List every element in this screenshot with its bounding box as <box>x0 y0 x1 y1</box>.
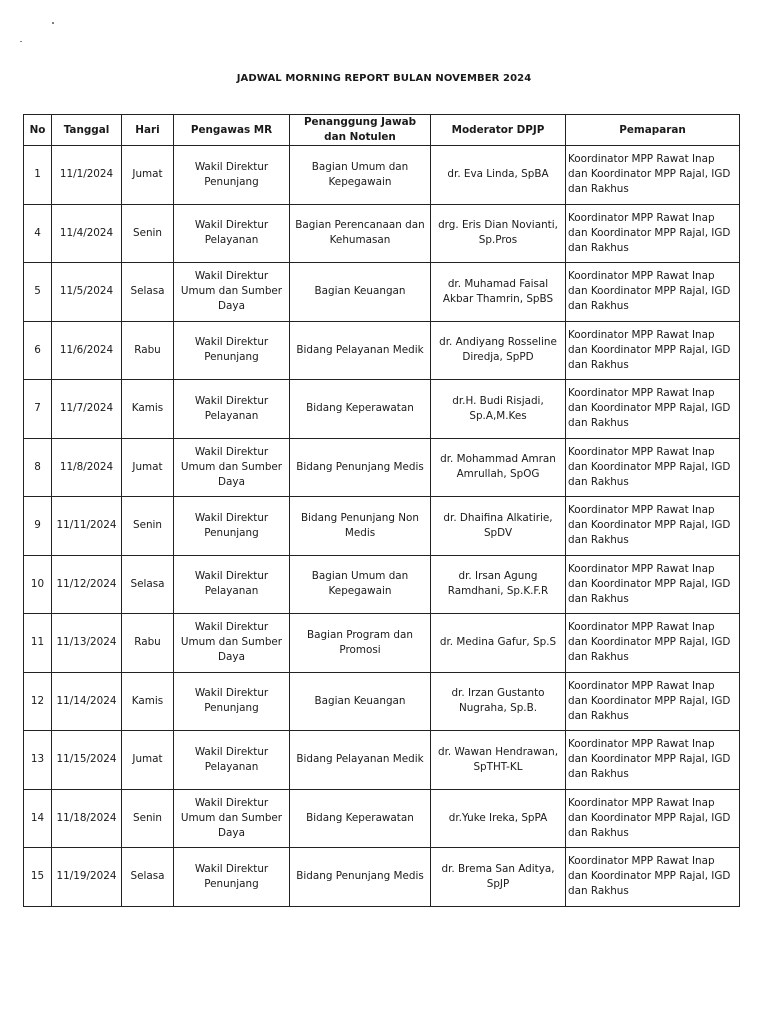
table-header-row <box>24 115 740 146</box>
cell-hari: Jumat <box>122 438 174 497</box>
cell-no: 15 <box>24 848 52 907</box>
cell-moderator: dr. Mohammad Amran Amrullah, SpOG <box>431 438 566 497</box>
cell-penanggung: Bidang Penunjang Non Medis <box>290 497 431 556</box>
cell-moderator: dr.Yuke Ireka, SpPA <box>431 789 566 848</box>
cell-pengawas: Wakil Direktur Pelayanan <box>174 731 290 790</box>
header-pemaparan: Pemaparan <box>566 115 740 146</box>
cell-moderator: dr. Wawan Hendrawan, SpTHT-KL <box>431 731 566 790</box>
cell-tanggal: 11/1/2024 <box>52 146 122 205</box>
scan-speck <box>20 41 22 42</box>
table-row <box>24 731 740 790</box>
cell-pengawas: Wakil Direktur Penunjang <box>174 497 290 556</box>
cell-pemaparan: Koordinator MPP Rawat Inap dan Koordinator MPP Rajal, IGD dan Rakhus <box>566 380 740 439</box>
cell-hari: Senin <box>122 204 174 263</box>
cell-penanggung: Bagian Perencanaan dan Kehumasan <box>290 204 431 263</box>
cell-moderator: dr.H. Budi Risjadi, Sp.A,M.Kes <box>431 380 566 439</box>
cell-penanggung: Bidang Keperawatan <box>290 789 431 848</box>
cell-penanggung: Bidang Penunjang Medis <box>290 438 431 497</box>
cell-pemaparan: Koordinator MPP Rawat Inap dan Koordinator MPP Rajal, IGD dan Rakhus <box>566 321 740 380</box>
table-row <box>24 438 740 497</box>
cell-hari: Selasa <box>122 848 174 907</box>
table-row <box>24 380 740 439</box>
cell-hari: Jumat <box>122 146 174 205</box>
schedule-table <box>23 114 740 907</box>
cell-pengawas: Wakil Direktur Pelayanan <box>174 204 290 263</box>
cell-moderator: dr. Eva Linda, SpBA <box>431 146 566 205</box>
cell-pemaparan: Koordinator MPP Rawat Inap dan Koordinator MPP Rajal, IGD dan Rakhus <box>566 672 740 731</box>
cell-pengawas: Wakil Direktur Penunjang <box>174 321 290 380</box>
cell-penanggung: Bagian Umum dan Kepegawain <box>290 146 431 205</box>
cell-penanggung: Bidang Pelayanan Medik <box>290 321 431 380</box>
header-moderator: Moderator DPJP <box>431 115 566 146</box>
cell-tanggal: 11/8/2024 <box>52 438 122 497</box>
cell-pengawas: Wakil Direktur Penunjang <box>174 672 290 731</box>
cell-tanggal: 11/13/2024 <box>52 614 122 673</box>
cell-hari: Rabu <box>122 614 174 673</box>
cell-moderator: dr. Muhamad Faisal Akbar Thamrin, SpBS <box>431 263 566 322</box>
scan-speck <box>52 22 54 24</box>
cell-pengawas: Wakil Direktur Umum dan Sumber Daya <box>174 789 290 848</box>
cell-hari: Senin <box>122 789 174 848</box>
table-row <box>24 672 740 731</box>
cell-no: 9 <box>24 497 52 556</box>
cell-penanggung: Bidang Keperawatan <box>290 380 431 439</box>
cell-no: 1 <box>24 146 52 205</box>
cell-tanggal: 11/7/2024 <box>52 380 122 439</box>
cell-tanggal: 11/12/2024 <box>52 555 122 614</box>
cell-hari: Senin <box>122 497 174 556</box>
cell-hari: Selasa <box>122 555 174 614</box>
cell-no: 8 <box>24 438 52 497</box>
cell-moderator: drg. Eris Dian Novianti, Sp.Pros <box>431 204 566 263</box>
cell-penanggung: Bidang Penunjang Medis <box>290 848 431 907</box>
cell-tanggal: 11/19/2024 <box>52 848 122 907</box>
cell-penanggung: Bagian Program dan Promosi <box>290 614 431 673</box>
table-row <box>24 614 740 673</box>
cell-pengawas: Wakil Direktur Pelayanan <box>174 380 290 439</box>
header-pengawas: Pengawas MR <box>174 115 290 146</box>
cell-tanggal: 11/6/2024 <box>52 321 122 380</box>
cell-penanggung: Bagian Keuangan <box>290 672 431 731</box>
cell-tanggal: 11/4/2024 <box>52 204 122 263</box>
cell-pengawas: Wakil Direktur Umum dan Sumber Daya <box>174 614 290 673</box>
cell-penanggung: Bidang Pelayanan Medik <box>290 731 431 790</box>
cell-pengawas: Wakil Direktur Umum dan Sumber Daya <box>174 263 290 322</box>
cell-pemaparan: Koordinator MPP Rawat Inap dan Koordinator MPP Rajal, IGD dan Rakhus <box>566 614 740 673</box>
cell-hari: Jumat <box>122 731 174 790</box>
table-row <box>24 321 740 380</box>
table-row <box>24 789 740 848</box>
cell-pemaparan: Koordinator MPP Rawat Inap dan Koordinator MPP Rajal, IGD dan Rakhus <box>566 848 740 907</box>
table-row <box>24 555 740 614</box>
header-tanggal: Tanggal <box>52 115 122 146</box>
cell-tanggal: 11/11/2024 <box>52 497 122 556</box>
cell-moderator: dr. Brema San Aditya, SpJP <box>431 848 566 907</box>
cell-no: 13 <box>24 731 52 790</box>
cell-hari: Selasa <box>122 263 174 322</box>
cell-pemaparan: Koordinator MPP Rawat Inap dan Koordinator MPP Rajal, IGD dan Rakhus <box>566 438 740 497</box>
cell-moderator: dr. Medina Gafur, Sp.S <box>431 614 566 673</box>
header-penanggung: Penanggung Jawab dan Notulen <box>290 115 431 146</box>
cell-penanggung: Bagian Umum dan Kepegawain <box>290 555 431 614</box>
cell-pengawas: Wakil Direktur Pelayanan <box>174 555 290 614</box>
cell-tanggal: 11/15/2024 <box>52 731 122 790</box>
cell-pengawas: Wakil Direktur Penunjang <box>174 848 290 907</box>
cell-no: 4 <box>24 204 52 263</box>
table-row <box>24 497 740 556</box>
cell-moderator: dr. Irzan Gustanto Nugraha, Sp.B. <box>431 672 566 731</box>
cell-hari: Rabu <box>122 321 174 380</box>
cell-no: 12 <box>24 672 52 731</box>
cell-moderator: dr. Dhaifina Alkatirie, SpDV <box>431 497 566 556</box>
table-row <box>24 204 740 263</box>
cell-pemaparan: Koordinator MPP Rawat Inap dan Koordinator MPP Rajal, IGD dan Rakhus <box>566 731 740 790</box>
cell-hari: Kamis <box>122 380 174 439</box>
cell-pengawas: Wakil Direktur Penunjang <box>174 146 290 205</box>
header-hari: Hari <box>122 115 174 146</box>
cell-no: 7 <box>24 380 52 439</box>
cell-pemaparan: Koordinator MPP Rawat Inap dan Koordinator MPP Rajal, IGD dan Rakhus <box>566 146 740 205</box>
cell-moderator: dr. Irsan Agung Ramdhani, Sp.K.F.R <box>431 555 566 614</box>
cell-tanggal: 11/14/2024 <box>52 672 122 731</box>
table-row <box>24 146 740 205</box>
cell-pemaparan: Koordinator MPP Rawat Inap dan Koordinator MPP Rajal, IGD dan Rakhus <box>566 204 740 263</box>
cell-pemaparan: Koordinator MPP Rawat Inap dan Koordinator MPP Rajal, IGD dan Rakhus <box>566 789 740 848</box>
header-no: No <box>24 115 52 146</box>
cell-no: 5 <box>24 263 52 322</box>
cell-pemaparan: Koordinator MPP Rawat Inap dan Koordinator MPP Rajal, IGD dan Rakhus <box>566 555 740 614</box>
cell-no: 11 <box>24 614 52 673</box>
cell-no: 14 <box>24 789 52 848</box>
cell-penanggung: Bagian Keuangan <box>290 263 431 322</box>
cell-no: 10 <box>24 555 52 614</box>
cell-no: 6 <box>24 321 52 380</box>
cell-pemaparan: Koordinator MPP Rawat Inap dan Koordinator MPP Rajal, IGD dan Rakhus <box>566 263 740 322</box>
table-row <box>24 263 740 322</box>
cell-pengawas: Wakil Direktur Umum dan Sumber Daya <box>174 438 290 497</box>
cell-hari: Kamis <box>122 672 174 731</box>
document-title: JADWAL MORNING REPORT BULAN NOVEMBER 2024 <box>236 73 532 84</box>
cell-pemaparan: Koordinator MPP Rawat Inap dan Koordinator MPP Rajal, IGD dan Rakhus <box>566 497 740 556</box>
table-row <box>24 848 740 907</box>
cell-tanggal: 11/5/2024 <box>52 263 122 322</box>
cell-tanggal: 11/18/2024 <box>52 789 122 848</box>
cell-moderator: dr. Andiyang Rosseline Diredja, SpPD <box>431 321 566 380</box>
